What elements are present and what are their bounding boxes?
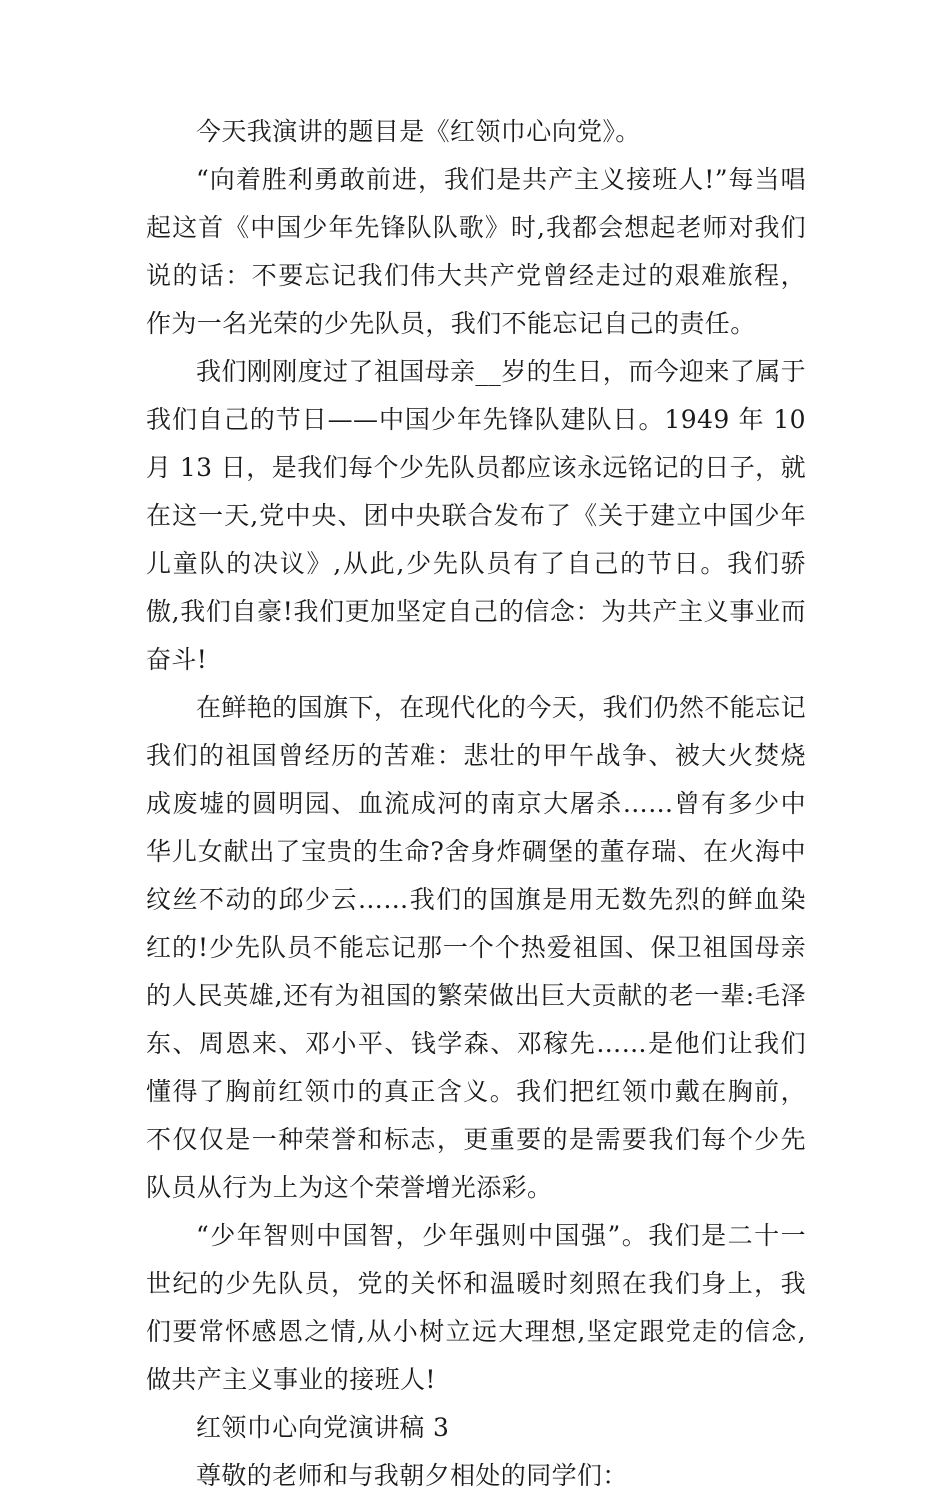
paragraph-anthem: “向着胜利勇敢前进，我们是共产主义接班人!”每当唱起这首《中国少年先锋队队歌》时,我都会想起老师对我们说的话：不要忘记我们伟大共产党曾经走过的艰难旅程，作为一名光荣的少先队员，我们不能忘记自己的责任。 (146, 165, 806, 338)
document-body (146, 108, 806, 1500)
paragraph-history: 在鲜艳的国旗下，在现代化的今天，我们仍然不能忘记我们的祖国曾经历的苦难：悲壮的甲午战争、被大火焚烧成废墟的圆明园、血流成河的南京大屠杀……曾有多少中华儿女献出了宝贵的生命?舍身炸碉堡的董存瑞、在火海中纹丝不动的邱少云……我们的国旗是用无数先烈的鲜血染红的!少先队员不能忘记那一个个热爱祖国、保卫祖国母亲的人民英雄,还有为祖国的繁荣做出巨大贡献的老一辈:毛泽东、周恩来、邓小平、钱学森、邓稼先……是他们让我们懂得了胸前红领巾的真正含义。我们把红领巾戴在胸前，不仅仅是一种荣誉和标志，更重要的是需要我们每个少先队员从行为上为这个荣誉增光添彩。 (146, 693, 806, 1202)
section-heading: 红领巾心向党演讲稿 3 (196, 1413, 450, 1442)
paragraph-greeting: 尊敬的老师和与我朝夕相处的同学们： (196, 1461, 628, 1490)
paragraph-youth: “少年智则中国智，少年强则中国强”。我们是二十一世纪的少先队员，党的关怀和温暖时刻照在我们身上，我们要常怀感恩之情,从小树立远大理想,坚定跟党走的信念,做共产主义事业的接班人! (146, 1221, 806, 1394)
paragraph-founding-day: 我们刚刚度过了祖国母亲__岁的生日，而今迎来了属于我们自己的节日——中国少年先锋队建队日。1949 年 10 月 13 日，是我们每个少先队员都应该永远铭记的日子，就在这一天,党中央、团中央联合发布了《关于建立中国少年儿童队的决议》,从此,少先队员有了自己的节日。我们骄傲,我们自豪!我们更加坚定自己的信念：为共产主义事业而奋斗! (146, 357, 807, 674)
paragraph-speech-topic: 今天我演讲的题目是《红领巾心向党》。 (196, 117, 641, 146)
